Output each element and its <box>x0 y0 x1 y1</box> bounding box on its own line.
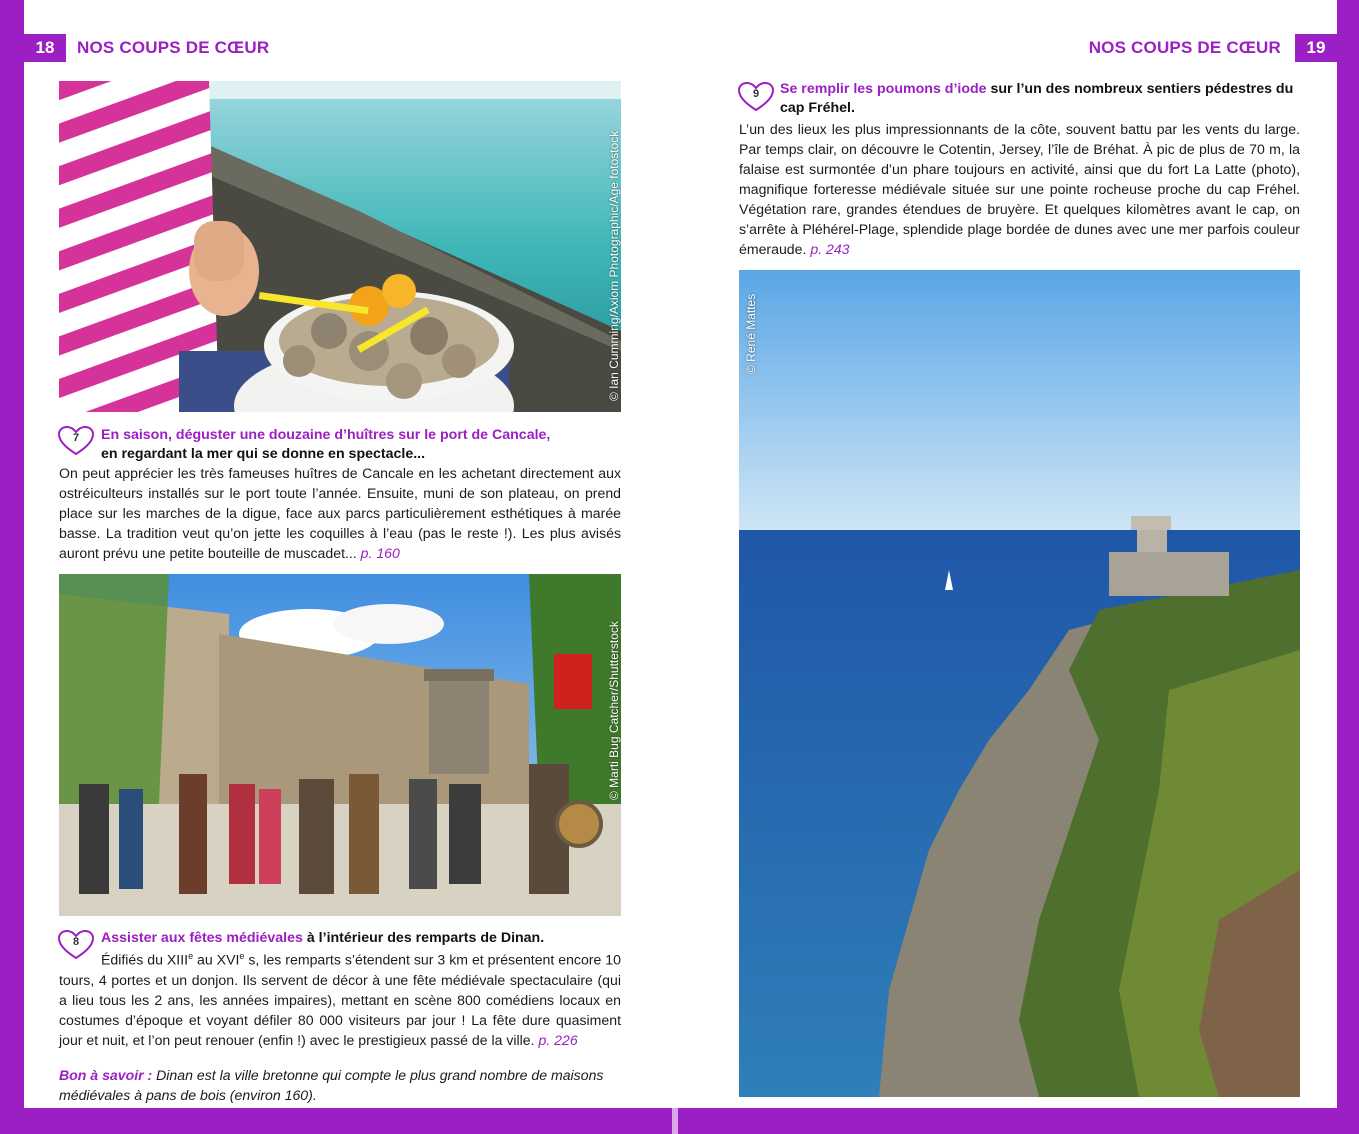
superscript: e <box>239 951 245 961</box>
page-number-right: 19 <box>1295 34 1337 62</box>
bottom-border <box>0 1108 1359 1134</box>
item-8-body-text: au XVI <box>193 951 240 968</box>
superscript: e <box>188 951 194 961</box>
item-7-heading-highlight: En saison, déguster une douzaine d’huîtres sur le port de Cancale, <box>101 427 551 443</box>
photo-oysters-cancale <box>59 81 621 412</box>
item-8-body-text: Édifiés du XIII <box>101 951 189 968</box>
heart-number-icon <box>738 82 774 112</box>
tip-box <box>59 1065 621 1105</box>
item-9-body <box>739 119 1300 259</box>
item-8-heading-rest: à l’intérieur des remparts de Dinan. <box>302 930 545 946</box>
item-number: 9 <box>752 88 760 100</box>
right-border <box>1337 0 1359 1134</box>
page-reference-link[interactable]: p. 243 <box>810 241 850 257</box>
tip-label: Bon à savoir : <box>59 1067 153 1083</box>
item-7-body <box>59 463 621 563</box>
item-9-heading-rest: sur l’un des nombreux sentiers pédestres du cap Fréhel. <box>780 81 1294 116</box>
left-border <box>0 0 24 1134</box>
running-head-right: NOS COUPS DE CŒUR <box>1088 38 1281 57</box>
item-8-body-text: s, les remparts s’étendent sur 3 km et présentent encore 10 tours, 4 portes et un donjon. Ils servent de décor à une fête médiévale spectaculaire (qui a lieu tous les 2 ans, les années impaires), mettant en scène 800 comédiens locaux en costumes d’époque et voyant défiler 80 000 visiteurs par jour ! La fête dure quasiment jour et nuit, et l’on peut renouer (enfin !) avec le prestigieux passé de la ville. <box>59 951 621 1048</box>
item-8-heading-highlight: Assister aux fêtes médiévales <box>101 930 303 946</box>
item-9-body-text: L’un des lieux les plus impressionnants de la côte, souvent battu par les vents du large. Par temps clair, on découvre le Cotentin, Jersey, l’île de Bréhat. À pic de plus de 70 m, la falaise est surmontée d’un phare toujours en activité, ainsi que du fort La Latte (photo), magnifique forteresse médiévale située sur une pointe rocheuse proche du cap Fréhel. Végétation rare, grandes étendues de bruyère. Et quelques kilomètres avant le cap, on s’arrête à Pléhérel-Plage, splendide plage bordée de dunes avec une mer parfois couleur émeraude. <box>739 121 1300 257</box>
photo-fort-la-latte <box>739 270 1300 1097</box>
item-7-heading <box>101 426 621 464</box>
heart-number-icon <box>58 426 94 456</box>
page-top-margin <box>0 0 1359 34</box>
photo-credit: © Marti Bug Catcher/Shutterstock <box>607 621 621 800</box>
item-9-heading <box>780 80 1300 118</box>
running-head-left: NOS COUPS DE CŒUR <box>77 38 270 57</box>
page-reference-link[interactable]: p. 226 <box>538 1031 578 1048</box>
item-7-heading-rest: en regardant la mer qui se donne en spectacle... <box>101 446 426 462</box>
item-9-heading-highlight: Se remplir les poumons d’iode <box>780 81 987 97</box>
page-number-left: 18 <box>24 34 66 62</box>
item-8-body <box>59 946 621 1050</box>
item-7-body-text: On peut apprécier les très fameuses huîtres de Cancale en les achetant directement aux ostréiculteurs installés sur le port toute l’année. Ensuite, muni de son plateau, on prend place sur les marches de la digue, face aux parcs particulièrement esthétiques à marée basse. La tradition veut qu’on jette les coquilles à l’eau (pas le reste !). Les plus avisés auront prévu une petite bouteille de muscadet... <box>59 465 621 561</box>
item-number: 7 <box>72 432 80 444</box>
photo-credit: © Ian Cumming/Axiom Photographic/Age fotostock <box>607 130 621 401</box>
item-number: 8 <box>72 936 80 948</box>
page-reference-link[interactable]: p. 160 <box>360 545 400 561</box>
spine-gutter <box>672 1108 678 1134</box>
tip-text: Dinan est la ville bretonne qui compte le plus grand nombre de maisons médiévales à pans de bois (environ 160). <box>59 1067 604 1103</box>
photo-credit: © René Mattes <box>744 293 758 374</box>
photo-dinan-medieval-festival <box>59 574 621 916</box>
